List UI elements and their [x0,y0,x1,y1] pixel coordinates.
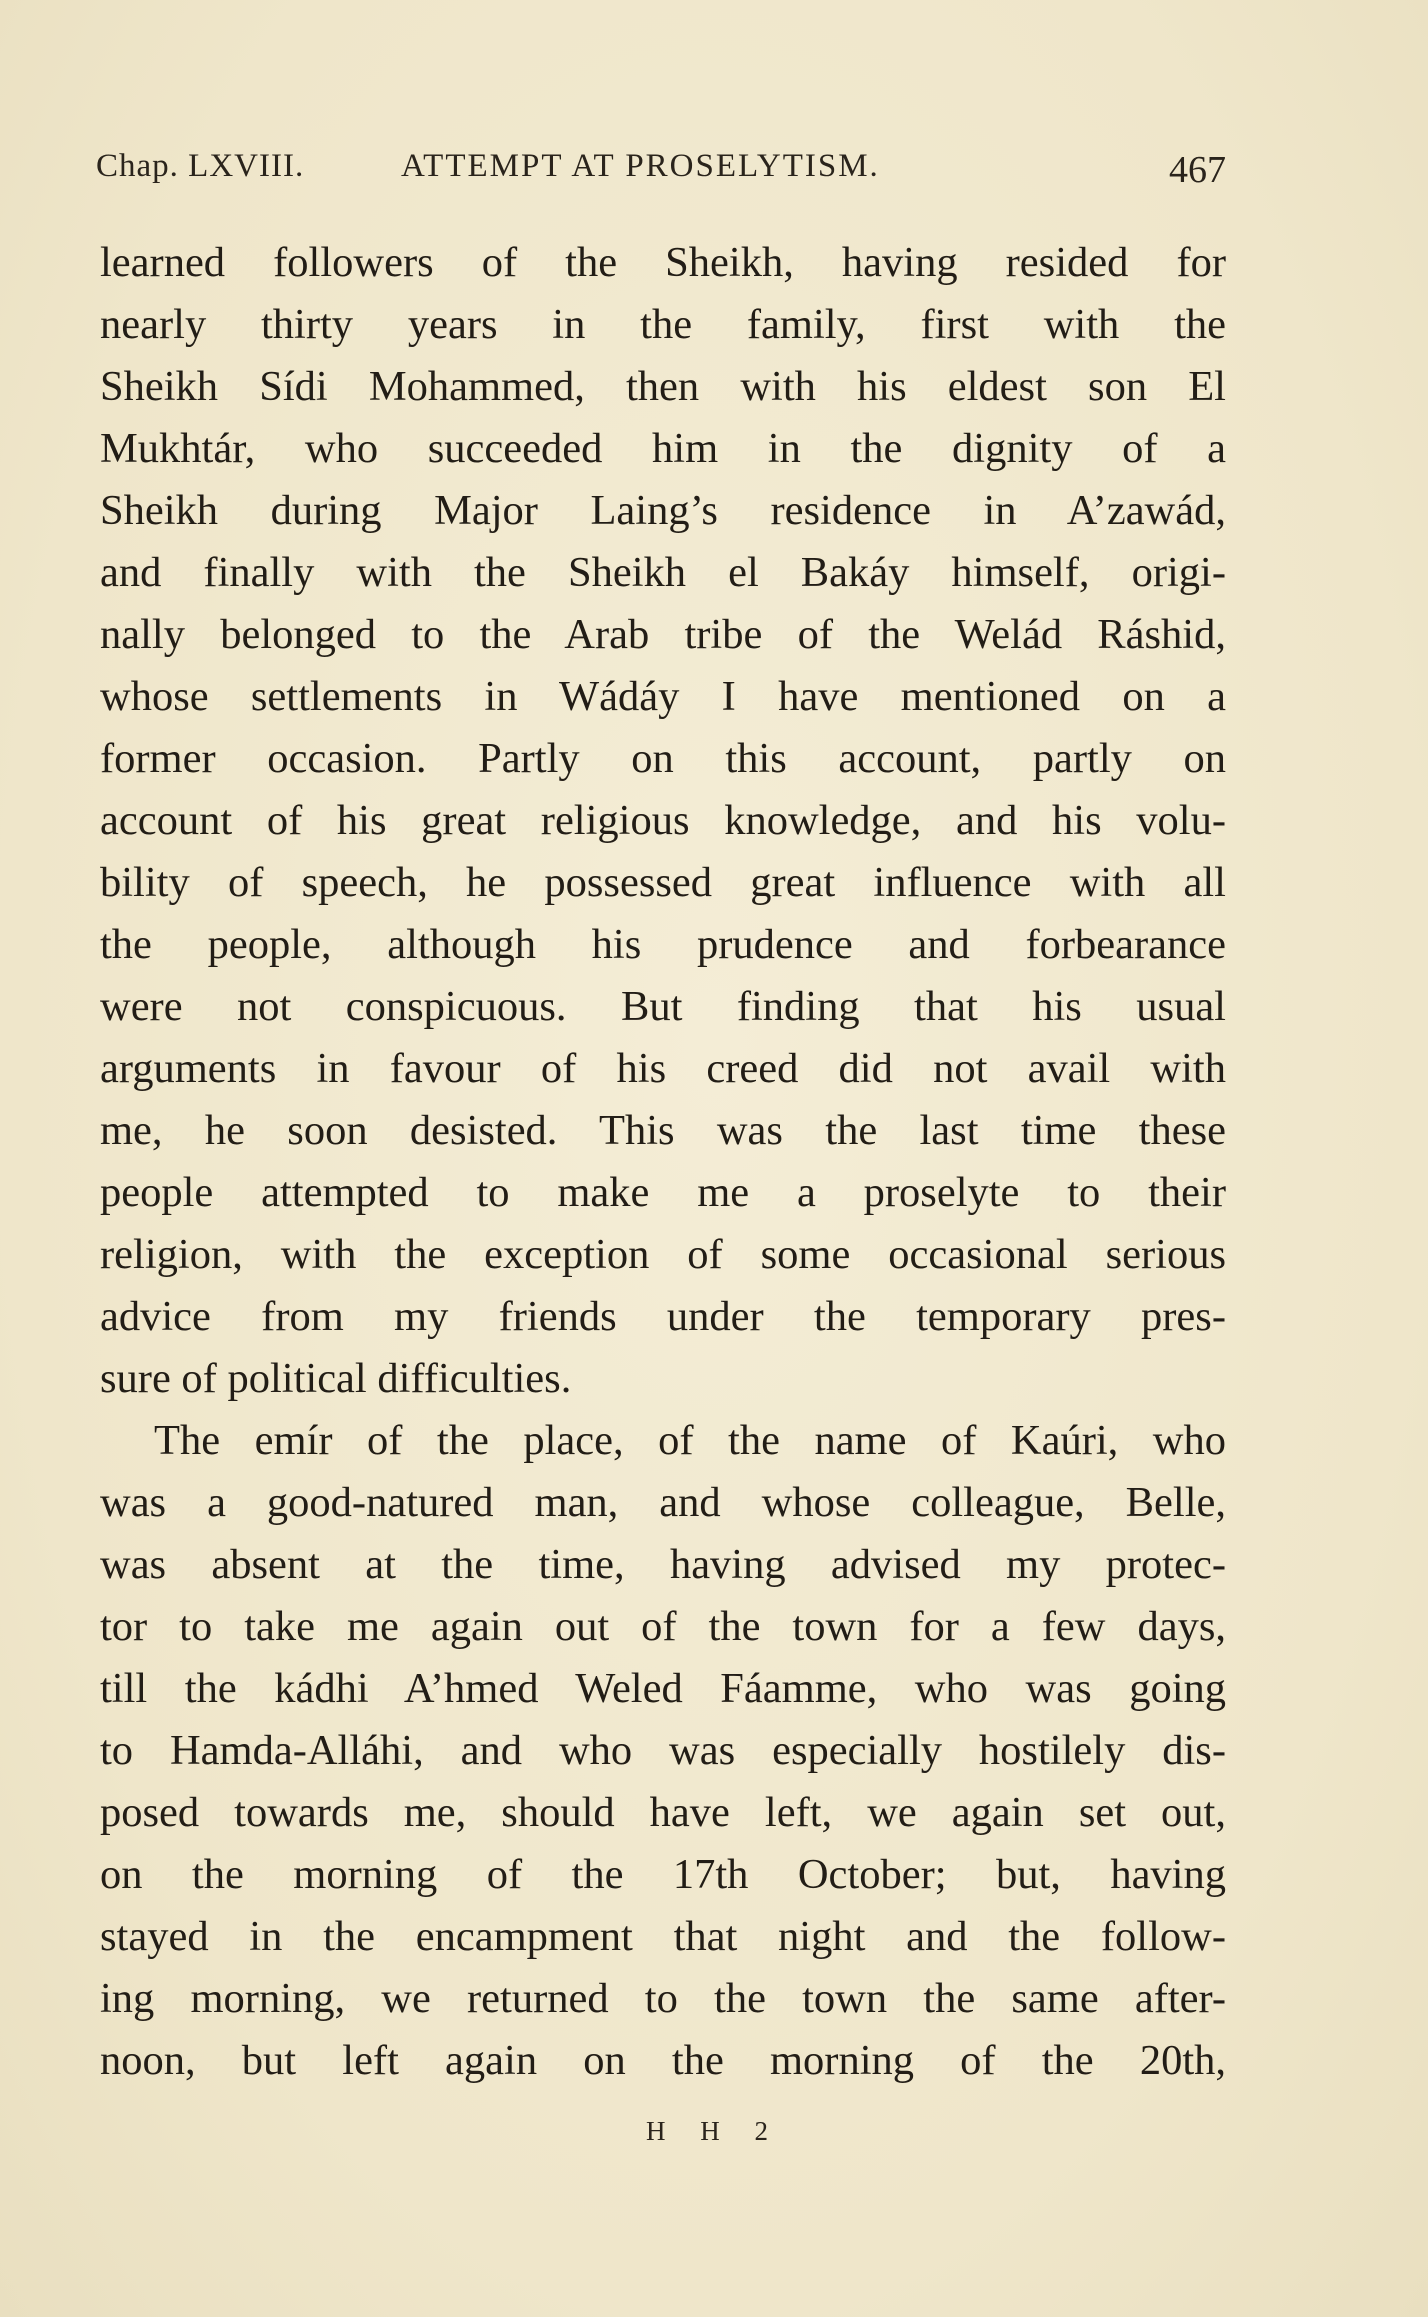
text-line: was absent at the time, having advised my protec- [100,1541,1226,1588]
body-text [100,232,1226,2092]
text-line: learned followers of the Sheikh, having resided for [100,239,1226,286]
text-line: people attempted to make me a proselyte to their [100,1169,1226,1216]
text-line: bility of speech, he possessed great influence with all [100,859,1226,906]
text-line: former occasion. Partly on this account, partly on [100,735,1226,782]
chapter-label: Chap. LXVIII. [96,148,305,184]
paragraph-end-line: sure of political difficulties. [100,1355,572,1402]
running-title: ATTEMPT AT PROSELYTISM. [401,148,880,184]
text-line: till the kádhi A’hmed Weled Fáamme, who was going [100,1665,1226,1712]
signature-mark: H H 2 [646,2116,782,2146]
text-line: nearly thirty years in the family, first with the [100,301,1226,348]
text-line: posed towards me, should have left, we again set out, [100,1789,1226,1836]
text-line: arguments in favour of his creed did not avail with [100,1045,1226,1092]
text-line: was a good-natured man, and whose colleague, Belle, [100,1479,1226,1526]
text-line: Mukhtár, who succeeded him in the dignity of a [100,425,1226,472]
text-line: the people, although his prudence and forbearance [100,921,1226,968]
text-line: stayed in the encampment that night and the follow- [100,1913,1226,1960]
text-line: tor to take me again out of the town for a few days, [100,1603,1226,1650]
text-line: and finally with the Sheikh el Bakáy himself, origi- [100,549,1226,596]
text-line: whose settlements in Wádáy I have mentioned on a [100,673,1226,720]
text-line: Sheikh during Major Laing’s residence in A’zawád, [100,487,1226,534]
text-line: on the morning of the 17th October; but, having [100,1851,1226,1898]
text-line: were not conspicuous. But finding that his usual [100,983,1226,1030]
text-line: account of his great religious knowledge, and his volu- [100,797,1226,844]
text-line: me, he soon desisted. This was the last time these [100,1107,1226,1154]
text-line: nally belonged to the Arab tribe of the Welád Ráshid, [100,611,1226,658]
paragraph-start-line: The emír of the place, of the name of Kaúri, who [154,1417,1226,1464]
text-line: Sheikh Sídi Mohammed, then with his eldest son El [100,363,1226,410]
text-line: religion, with the exception of some occasional serious [100,1231,1226,1278]
text-line: ing morning, we returned to the town the same after- [100,1975,1226,2022]
page-number: 467 [1169,149,1226,191]
text-line: to Hamda-Alláhi, and who was especially hostilely dis- [100,1727,1226,1774]
text-line: advice from my friends under the temporary pres- [100,1293,1226,1340]
text-line: noon, but left again on the morning of the 20th, [100,2037,1226,2084]
running-header [96,148,1226,198]
